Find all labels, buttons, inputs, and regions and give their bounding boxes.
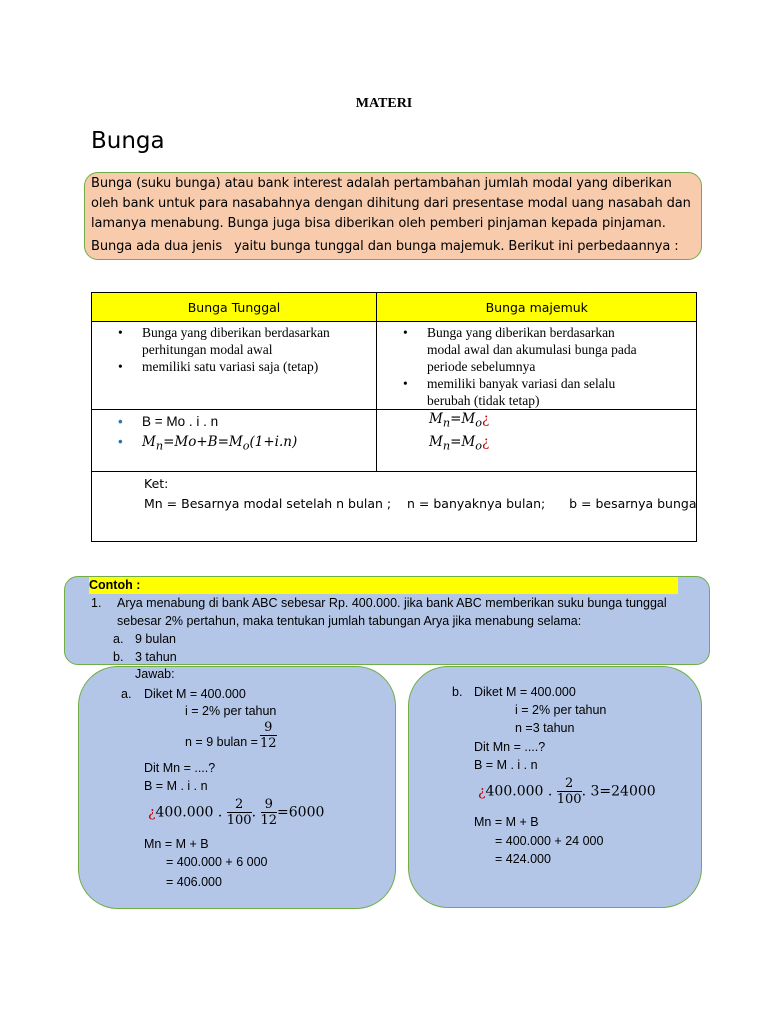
tunggal-formula-1: • B = Mo . i . n bbox=[142, 412, 376, 432]
keterangan-cell bbox=[92, 472, 697, 542]
answer-b-diket: Diket M = 400.000 bbox=[474, 685, 576, 699]
tunggal-formula-2: • $M_n=Mo+B=M_o(1+i.n)$ bbox=[142, 432, 376, 457]
answer-a-calculation: ¿400.000 . $\frac{2}{100}$ . $\frac{9}{12}$ =6000 bbox=[148, 797, 325, 828]
ket-label: Ket: bbox=[144, 476, 169, 491]
contoh-label: Contoh : bbox=[89, 577, 678, 594]
answer-a-i: i = 2% per tahun bbox=[185, 704, 277, 718]
answer-a-box bbox=[78, 666, 396, 909]
answer-a-diket: Diket M = 400.000 bbox=[144, 687, 246, 701]
answer-b-n: n =3 tahun bbox=[515, 721, 575, 735]
tunggal-point-2: • memiliki satu variasi saja (tetap) bbox=[142, 358, 376, 375]
header-bunga-tunggal: Bunga Tunggal bbox=[92, 293, 377, 322]
answer-a-n-fraction: $\frac{9}{12}$ bbox=[260, 720, 277, 751]
comparison-table bbox=[91, 292, 697, 542]
majemuk-formula-cell bbox=[377, 410, 697, 472]
answer-b-b: B = M . i . n bbox=[474, 758, 538, 772]
answer-a-step-2: = 406.000 bbox=[166, 875, 222, 889]
intro-line-4: Bunga ada dua jenis yaitu bunga tunggal dan bunga majemuk. Berikut ini perbedaannya : bbox=[91, 239, 679, 254]
answer-a-mn: Mn = M + B bbox=[144, 837, 209, 851]
majemuk-formula-1: $M_n=M_o¿$ bbox=[429, 411, 490, 430]
option-b: 3 tahun bbox=[135, 650, 177, 664]
answer-a-step-1: = 400.000 + 6 000 bbox=[166, 855, 268, 869]
intro-line-1: Bunga (suku bunga) atau bank interest adalah pertambahan jumlah modal yang diberikan bbox=[91, 176, 672, 191]
section-heading: MATERI bbox=[355, 96, 413, 111]
intro-line-2: oleh bank untuk para nasabahnya dengan dihitung dari presentase modal uang nasabah dan bbox=[91, 196, 691, 211]
option-a: 9 bulan bbox=[135, 632, 177, 646]
option-a-label: a. bbox=[113, 632, 124, 646]
question-number: 1. bbox=[91, 596, 102, 610]
majemuk-point-2: • memiliki banyak variasi dan selalu berubah (tidak tetap) bbox=[427, 375, 696, 409]
answer-a-b: B = M . i . n bbox=[144, 779, 208, 793]
ket-text: Mn = Besarnya modal setelah n bulan ; n = banyaknya bulan; b = besarnya bunga bbox=[144, 496, 697, 511]
answer-b-label: b. bbox=[452, 685, 463, 699]
jawab-label: Jawab: bbox=[135, 667, 175, 681]
answer-a-label: a. bbox=[121, 687, 132, 701]
answer-b-i: i = 2% per tahun bbox=[515, 703, 607, 717]
majemuk-description-cell bbox=[377, 322, 697, 410]
option-b-label: b. bbox=[113, 650, 124, 664]
majemuk-point-1: • Bunga yang diberikan berdasarkan modal awal dan akumulasi bunga pada periode sebelumnya bbox=[427, 324, 696, 375]
answer-b-step-2: = 424.000 bbox=[495, 852, 551, 866]
answer-a-dit: Dit Mn = ....? bbox=[144, 761, 216, 775]
answer-b-mn: Mn = M + B bbox=[474, 815, 539, 829]
header-bunga-majemuk: Bunga majemuk bbox=[377, 293, 697, 322]
intro-line-3: lamanya menabung. Bunga juga bisa diberikan oleh pemberi pinjaman kepada pinjaman. bbox=[91, 216, 666, 231]
tunggal-point-1: • Bunga yang diberikan berdasarkan perhitungan modal awal bbox=[142, 324, 376, 358]
tunggal-description-cell bbox=[92, 322, 377, 410]
question-line-2: sebesar 2% pertahun, maka tentukan jumlah tabungan Arya jika menabung selama: bbox=[117, 614, 582, 628]
intro-box bbox=[84, 172, 702, 260]
page-title: Bunga bbox=[91, 128, 165, 154]
answer-b-step-1: = 400.000 + 24 000 bbox=[495, 834, 604, 848]
majemuk-formula-2: $M_n=M_o¿$ bbox=[429, 433, 490, 453]
question-line-1: Arya menabung di bank ABC sebesar Rp. 400.000. jika bank ABC memberikan suku bunga tunggal bbox=[117, 596, 667, 610]
answer-b-dit: Dit Mn = ....? bbox=[474, 740, 546, 754]
answer-b-calculation: ¿400.000 . $\frac{2}{100}$ . 3=24000 bbox=[478, 776, 656, 807]
answer-a-n: n = 9 bulan = bbox=[185, 735, 258, 749]
tunggal-formula-cell bbox=[92, 410, 377, 472]
